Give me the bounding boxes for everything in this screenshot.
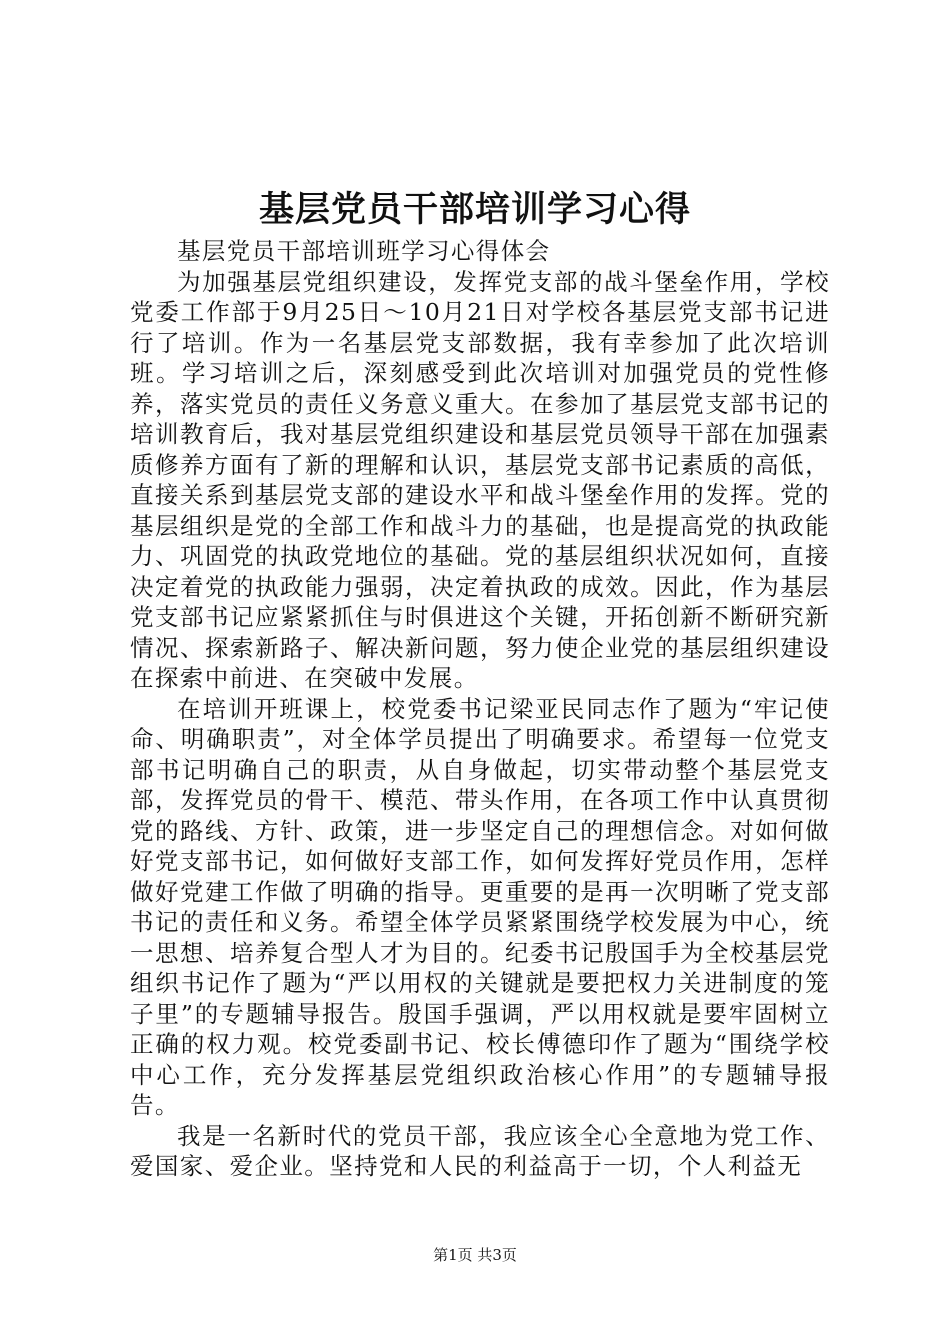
page-number-footer: 第1页 共3页 (433, 1246, 517, 1264)
body-paragraph: 为加强基层党组织建设，发挥党支部的战斗堡垒作用，学校党委工作部于9月25日～10月21日对学校各基层党支部书记进行了培训。作为一名基层党支部数据，我有幸参加了此次培训班。学习培训之后，深刻感受到此次培训对加强党员的党性修养，落实党员的责任义务意义重大。在参加了基层党支部书记的培训教育后，我对基层党组织建设和基层党员领导干部在加强素质修养方面有了新的理解和认识，基层党支部书记素质的高低，直接关系到基层党支部的建设水平和战斗堡垒作用的发挥。党的基层组织是党的全部工作和战斗力的基础，也是提高党的执政能力、巩固党的执政党地位的基础。党的基层组织状况如何，直接决定着党的执政能力强弱，决定着执政的成效。因此，作为基层党支部书记应紧紧抓住与时俱进这个关键，开拓创新不断研究新情况、探索新路子、解决新问题，努力使企业党的基层组织建设在探索中前进、在突破中发展。 (130, 267, 830, 692)
document-body (130, 236, 830, 1182)
body-paragraph: 在培训开班课上，校党委书记梁亚民同志作了题为“牢记使命、明确职责”，对全体学员提出了明确要求。希望每一位党支部书记明确自己的职责，从自身做起，切实带动整个基层党支部，发挥党员的骨干、模范、带头作用，在各项工作中认真贯彻党的路线、方针、政策，进一步坚定自己的理想信念。对如何做好党支部书记，如何做好支部工作，如何发挥好党员作用，怎样做好党建工作做了明确的指导。更重要的是再一次明晰了党支部书记的责任和义务。希望全体学员紧紧围绕学校发展为中心，统一思想、培养复合型人才为目的。纪委书记殷国手为全校基层党组织书记作了题为“严以用权的关键就是要把权力关进制度的笼子里”的专题辅导报告。殷国手强调，严以用权就是要牢固树立正确的权力观。校党委副书记、校长傅德印作了题为“围绕学校中心工作，充分发挥基层党组织政治核心作用”的专题辅导报告。 (130, 694, 830, 1119)
body-paragraph: 我是一名新时代的党员干部，我应该全心全意地为党工作、爱国家、爱企业。坚持党和人民的利益高于一切，个人利益无 (130, 1121, 830, 1180)
document-title: 基层党员干部培训学习心得 (258, 189, 691, 230)
subtitle-paragraph: 基层党员干部培训班学习心得体会 (177, 237, 551, 265)
